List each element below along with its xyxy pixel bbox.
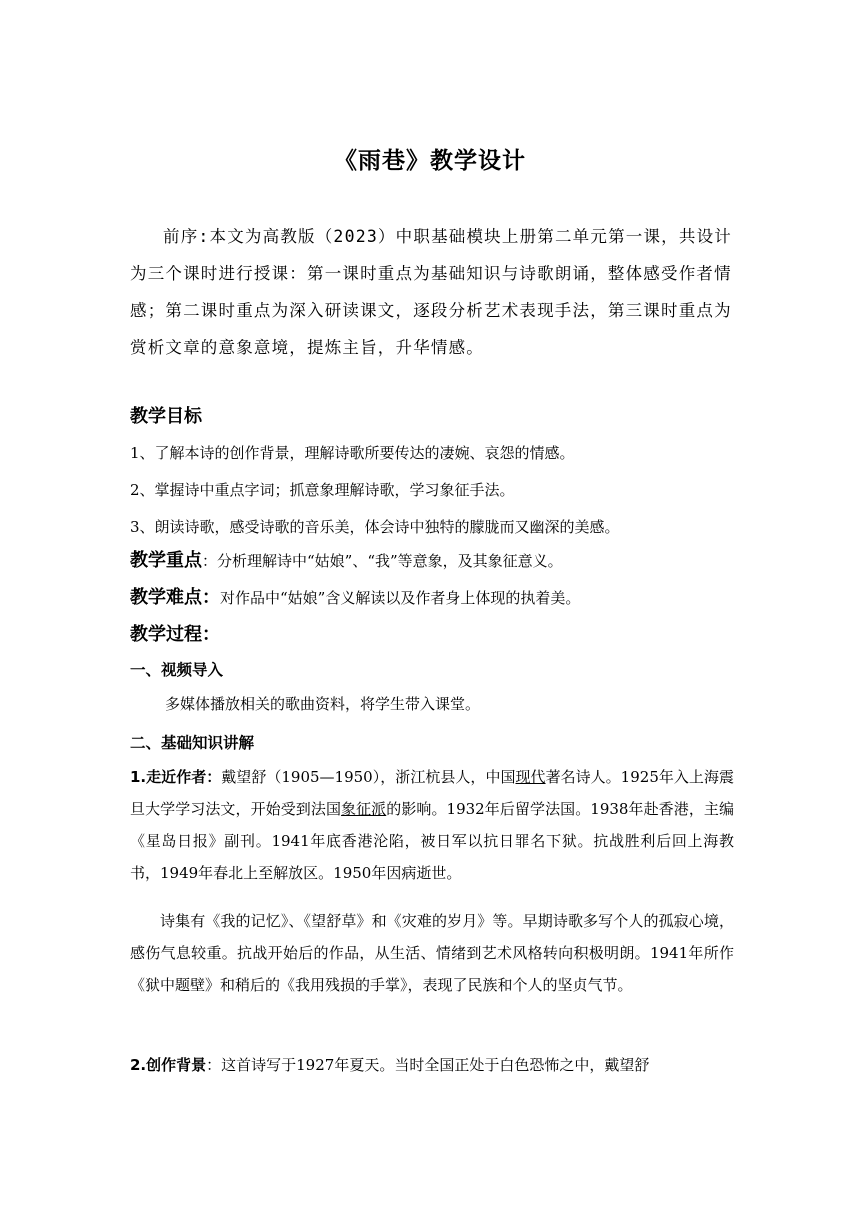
goal-item: 1、了解本诗的创作背景，理解诗歌所要传达的凄婉、哀怨的情感。 <box>130 444 575 462</box>
section-1-title: 一、视频导入 <box>130 661 224 679</box>
section-2-title: 二、基础知识讲解 <box>130 734 255 752</box>
symbolism-link: 象征派 <box>341 800 387 818</box>
author-text: 的影响。1932年后留学法国。1938年赴香港，主编《星岛日报》副刊。1941年底香港沦陷，被日军以抗日罪名下狱。抗战胜利后回上海教书，1949年春北上至解放区。1950年因病逝世。 <box>130 800 734 882</box>
author-lead: 1.走近作者： <box>130 768 222 786</box>
key-point-text: ：分析理解诗中“姑娘”、“我”等意象，及其象征意义。 <box>202 552 563 570</box>
modern-link: 现代 <box>515 768 546 786</box>
process-heading: 教学过程： <box>130 624 220 645</box>
author-text: 戴望舒（1905—1950），浙江杭县人，中国 <box>221 768 516 786</box>
key-point-line <box>130 546 563 572</box>
background-text: ：这首诗写于1927年夏天。当时全国正处于白色恐怖之中，戴望舒 <box>206 1056 650 1074</box>
author-paragraph <box>130 761 734 889</box>
difficulty-line <box>130 583 580 609</box>
document-title: 《雨巷》教学设计 <box>334 148 526 174</box>
goal-item: 3、朗读诗歌，感受诗歌的音乐美，体会诗中独特的朦胧而又幽深的美感。 <box>130 518 620 536</box>
difficulty-label: 教学难点： <box>130 587 220 608</box>
key-point-label: 教学重点 <box>130 550 202 571</box>
preface-paragraph: 前序:本文为高教版（2023）中职基础模块上册第二单元第一课，共设计为三个课时进行授课：第一课时重点为基础知识与诗歌朗诵，整体感受作者情感；第二课时重点为深入研读课文，逐段分析艺术表现手法，第三课时重点为赏析文章的意象意境，提炼主旨，升华情感。 <box>130 227 732 357</box>
background-paragraph <box>130 1049 734 1081</box>
section-1-text: 多媒体播放相关的歌曲资料，将学生带入课堂。 <box>165 695 481 713</box>
teaching-goals-heading: 教学目标 <box>130 406 202 427</box>
author-text: 著名诗人。1925年入上海震旦大学学习法文，开始受到法国 <box>130 768 734 818</box>
works-paragraph: 诗集有《我的记忆》、《望舒草》和《灾难的岁月》等。早期诗歌多写个人的孤寂心境，感伤气息较重。抗战开始后的作品，从生活、情绪到艺术风格转向积极明朗。1941年所作《狱中题壁》和稍后的《我用残损的手掌》，表现了民族和个人的坚贞气节。 <box>130 912 734 994</box>
difficulty-text: 对作品中“姑娘”含义解读以及作者身上体现的执着美。 <box>220 589 581 607</box>
goal-item: 2、掌握诗中重点字词；抓意象理解诗歌，学习象征手法。 <box>130 481 515 499</box>
background-lead: 2.创作背景 <box>130 1056 207 1074</box>
